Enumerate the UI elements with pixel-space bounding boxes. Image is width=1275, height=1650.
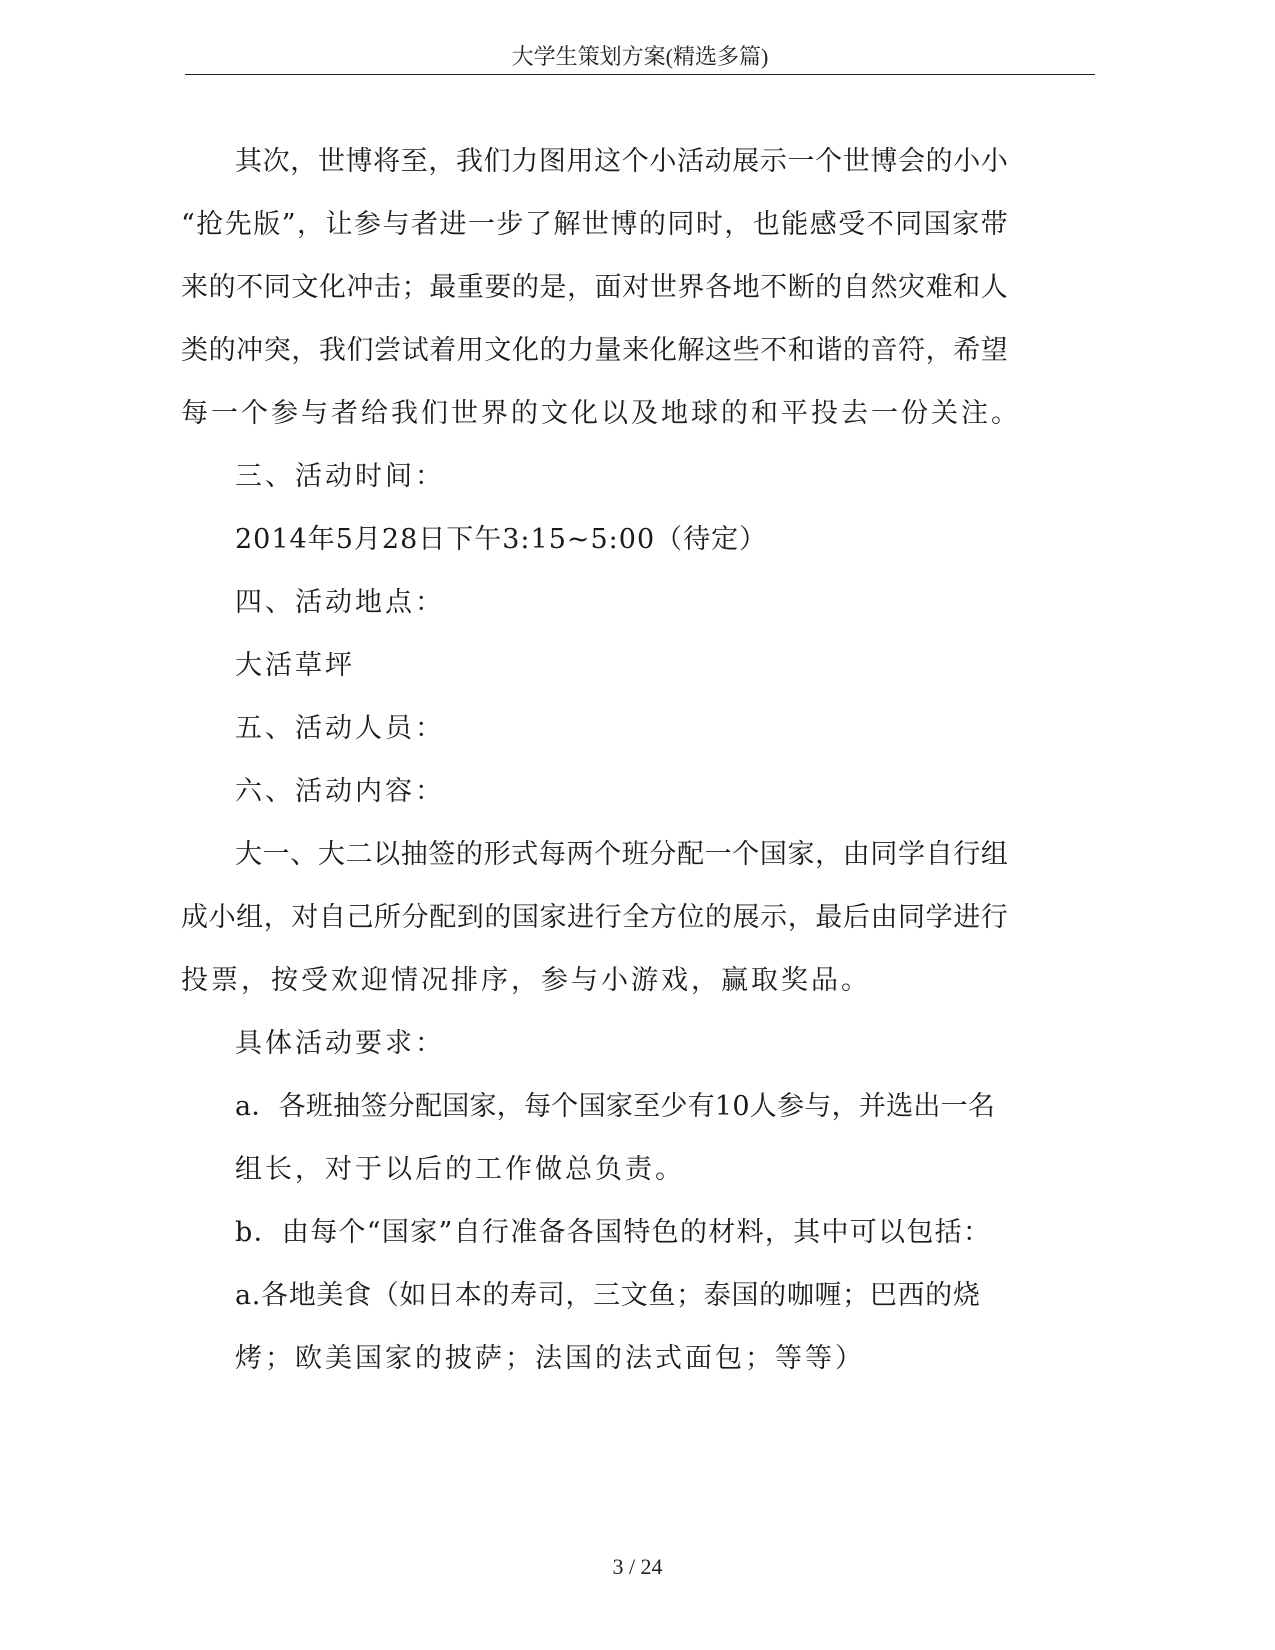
page-header: 大学生策划方案(精选多篇) [185,40,1095,75]
section-heading: 四、活动地点： [235,587,445,618]
paragraph-line: 成 小 组 ， 对 自 己 所 分 配 到 的 国 家 进 行 全 方 位 的 展 示 ， 最 后 由 同 学 进 行 [181,902,1008,933]
activity-location: 大活草坪 [235,650,355,681]
section-heading: 具体活动要求： [235,1028,445,1059]
section-heading: 六、活动内容： [235,776,445,807]
paragraph-line: “ 抢 先 版 ” ， 让 参 与 者 进 一 步 了 解 世 博 的 同 时 ， 也 能 感 受 不 同 国 家 带 [181,209,1008,240]
section-heading: 三、活动时间： [235,461,445,492]
list-item: 组长，对于以后的工作做总负责。 [235,1154,685,1185]
paragraph-line: 类 的 冲 突 ， 我 们 尝 试 着 用 文 化 的 力 量 来 化 解 这 些 不 和 谐 的 音 符 ， 希 望 [181,335,1008,366]
paragraph-line: 其 次 ， 世 博 将 至 ， 我 们 力 图 用 这 个 小 活 动 展 示 一 个 世 博 会 的 小 小 [235,146,1008,177]
paragraph-line: 来 的 不 同 文 化 冲 击 ； 最 重 要 的 是 ， 面 对 世 界 各 地 不 断 的 自 然 灾 难 和 人 [181,272,1008,303]
list-item: a ． 各 班 抽 签 分 配 国 家 ， 每 个 国 家 至 少 有 1 0 人 参 与 ， 并 选 出 一 名 [235,1091,995,1122]
list-item: a . 各 地 美 食 （ 如 日 本 的 寿 司 ， 三 文 鱼 ； 泰 国 的 咖 喱 ； 巴 西 的 烧 [235,1280,980,1311]
paragraph-line: 大 一 、 大 二 以 抽 签 的 形 式 每 两 个 班 分 配 一 个 国 家 ， 由 同 学 自 行 组 [235,839,1008,870]
list-item: b ． 由 每 个 “ 国 家 ” 自 行 准 备 各 国 特 色 的 材 料 ， 其 中 可 以 包 括 ： [235,1217,990,1248]
section-heading: 五、活动人员： [235,713,445,744]
list-item: 烤；欧美国家的披萨；法国的法式面包；等等） [235,1343,865,1374]
paragraph-line: 每一个参与者给我们世界的文化以及地球的和平投去一份关注。 [181,398,1021,429]
activity-time: 2014年5月28日下午3:15~5:00（待定） [235,524,768,555]
paragraph-line: 投票，按受欢迎情况排序，参与小游戏，赢取奖品。 [181,965,871,996]
page-number: 3 / 24 [612,1554,663,1579]
